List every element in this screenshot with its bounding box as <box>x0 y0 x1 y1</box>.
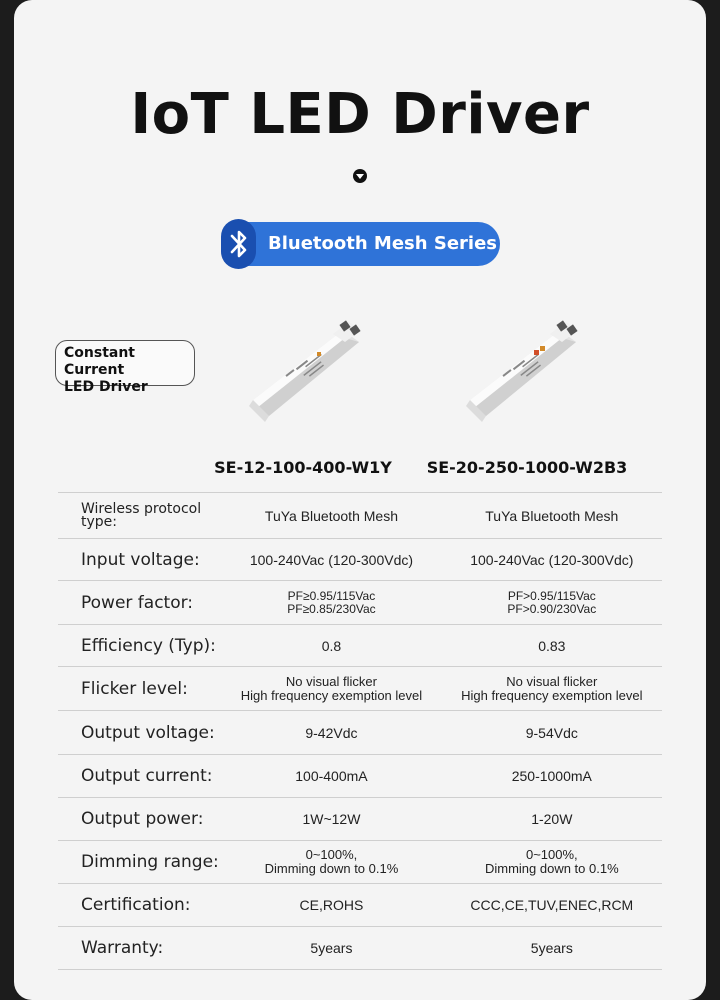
spec-label: Output power: <box>58 798 221 841</box>
spec-value-2: 5years <box>442 927 662 970</box>
spec-row <box>58 798 662 841</box>
spec-label: Input voltage: <box>58 539 221 581</box>
spec-value-1: 1W~12W <box>221 798 441 841</box>
spec-value-2: 0~100%, Dimming down to 0.1% <box>442 841 662 884</box>
spec-label: Certification: <box>58 884 221 927</box>
spec-value-1: TuYa Bluetooth Mesh <box>221 493 441 539</box>
spec-label: Efficiency (Typ): <box>58 625 221 667</box>
spec-row <box>58 884 662 927</box>
spec-row <box>58 581 662 625</box>
spec-value-1: PF≥0.95/115Vac PF≥0.85/230Vac <box>221 581 441 625</box>
spec-value-2: TuYa Bluetooth Mesh <box>442 493 662 539</box>
spec-row <box>58 927 662 970</box>
spec-row <box>58 711 662 755</box>
product-model-2: SE-20-250-1000-W2B3 <box>426 458 628 477</box>
spec-value-1: 100-400mA <box>221 755 441 798</box>
spec-table <box>58 492 662 970</box>
spec-row <box>58 841 662 884</box>
spec-value-1: 0.8 <box>221 625 441 667</box>
spec-label: Flicker level: <box>58 667 221 711</box>
spec-label: Warranty: <box>58 927 221 970</box>
spec-row <box>58 755 662 798</box>
bluetooth-icon <box>221 219 256 269</box>
driver-type-line1: Constant Current <box>64 345 135 378</box>
spec-value-1: 0~100%, Dimming down to 0.1% <box>221 841 441 884</box>
page-title: IoT LED Driver <box>130 82 590 147</box>
spec-value-2: PF>0.95/115Vac PF>0.90/230Vac <box>442 581 662 625</box>
spec-value-1: No visual flicker High frequency exemption level <box>221 667 441 711</box>
spec-value-1: 9-42Vdc <box>221 711 441 755</box>
spec-label: Wireless protocol type: <box>58 493 221 539</box>
spec-value-2: 1-20W <box>442 798 662 841</box>
spec-row <box>58 667 662 711</box>
driver-type-line2: LED Driver <box>64 379 148 395</box>
spec-label: Output current: <box>58 755 221 798</box>
product-model-1: SE-12-100-400-W1Y <box>214 458 392 477</box>
spec-row <box>58 625 662 667</box>
series-label: Bluetooth Mesh Series <box>268 233 497 254</box>
spec-value-2: 100-240Vac (120-300Vdc) <box>442 539 662 581</box>
product-image-2 <box>462 312 587 430</box>
spec-value-2: 9-54Vdc <box>442 711 662 755</box>
spec-row <box>58 539 662 581</box>
spec-value-2: No visual flicker High frequency exemption level <box>442 667 662 711</box>
product-image-1 <box>245 312 370 430</box>
spec-label: Output voltage: <box>58 711 221 755</box>
spec-label: Power factor: <box>58 581 221 625</box>
spec-value-2: CCC,CE,TUV,ENEC,RCM <box>442 884 662 927</box>
spec-value-2: 250-1000mA <box>442 755 662 798</box>
driver-type-badge <box>55 340 195 395</box>
spec-value-2: 0.83 <box>442 625 662 667</box>
chevron-down-icon[interactable] <box>353 169 367 183</box>
spec-value-1: 100-240Vac (120-300Vdc) <box>221 539 441 581</box>
spec-row <box>58 493 662 539</box>
spec-value-1: 5years <box>221 927 441 970</box>
spec-label: Dimming range: <box>58 841 221 884</box>
spec-value-1: CE,ROHS <box>221 884 441 927</box>
